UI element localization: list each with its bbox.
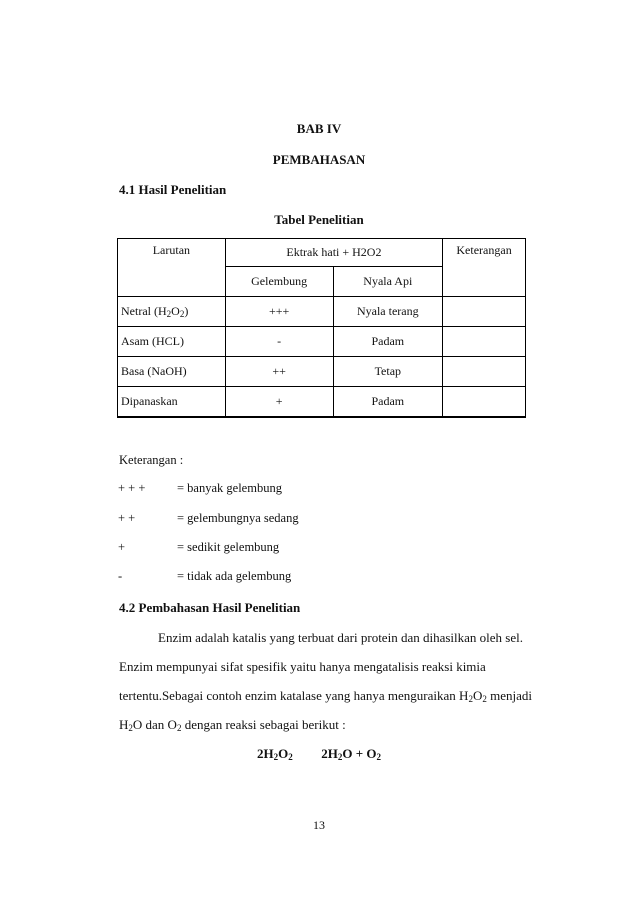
table-header-row	[118, 239, 526, 267]
header-larutan: Larutan	[118, 239, 226, 297]
table-row	[118, 387, 526, 418]
cell-keterangan	[443, 327, 526, 357]
cell-gelembung: +++	[225, 297, 333, 327]
cell-gelembung: ++	[225, 357, 333, 387]
cell-nyala: Padam	[333, 327, 443, 357]
cell-larutan: Asam (HCL)	[118, 327, 226, 357]
section-heading-hasil: 4.1 Hasil Penelitian	[119, 182, 227, 197]
legend-symbol: + +	[118, 511, 136, 525]
header-ektrak: Ektrak hati + H2O2	[225, 239, 442, 267]
page-number: 13	[313, 818, 325, 832]
section-heading-pembahasan: 4.2 Pembahasan Hasil Penelitian	[119, 600, 301, 615]
legend-symbol: -	[118, 569, 123, 583]
paragraph-line: $H_2O$ dan $O_2$ dengan reaksi sebagai berikut :	[119, 717, 346, 733]
cell-gelembung: -	[225, 327, 333, 357]
legend-text: = gelembungnya sedang	[177, 511, 299, 525]
header-keterangan: Keterangan	[443, 239, 526, 297]
legend-text: = sedikit gelembung	[177, 540, 280, 554]
paragraph-line: Enzim adalah katalis yang terbuat dari protein dan dihasilkan oleh sel.	[158, 630, 523, 645]
cell-larutan: Dipanaskan	[118, 387, 226, 418]
paragraph-line: Enzim mempunyai sifat spesifik yaitu hanya mengatalisis reaksi kimia	[119, 659, 486, 674]
legend-text: = banyak gelembung	[177, 481, 282, 495]
cell-larutan: Netral $(H_2O_2)$	[118, 297, 226, 327]
header-gelembung: Gelembung	[225, 267, 333, 297]
cell-keterangan	[443, 387, 526, 418]
cell-larutan: Basa (NaOH)	[118, 357, 226, 387]
cell-gelembung: +	[225, 387, 333, 418]
cell-nyala: Tetap	[333, 357, 443, 387]
legend-text: = tidak ada gelembung	[177, 569, 292, 583]
reactant: $2H_2O_2$	[256, 746, 293, 762]
research-table	[117, 238, 526, 418]
cell-keterangan	[443, 357, 526, 387]
table-row	[118, 357, 526, 387]
table-row	[118, 297, 526, 327]
cell-keterangan	[443, 297, 526, 327]
table-title: Tabel Penelitian	[274, 212, 364, 227]
reaction-equation	[0, 746, 638, 762]
chapter-heading: BAB IV	[296, 121, 342, 136]
legend-heading: Keterangan :	[119, 453, 184, 467]
chapter-title: PEMBAHASAN	[272, 152, 366, 167]
paragraph-line: tertentu.Sebagai contoh enzim katalase yang hanya menguraikan $H_2O_2$ menjadi	[119, 688, 532, 704]
cell-nyala: Nyala terang	[333, 297, 443, 327]
header-nyala-api: Nyala Api	[333, 267, 443, 297]
legend-symbol: + + +	[118, 481, 146, 495]
cell-nyala: Padam	[333, 387, 443, 418]
legend-symbol: +	[118, 540, 126, 554]
products: $2H_2O + O_2$	[321, 746, 381, 762]
table-row	[118, 327, 526, 357]
